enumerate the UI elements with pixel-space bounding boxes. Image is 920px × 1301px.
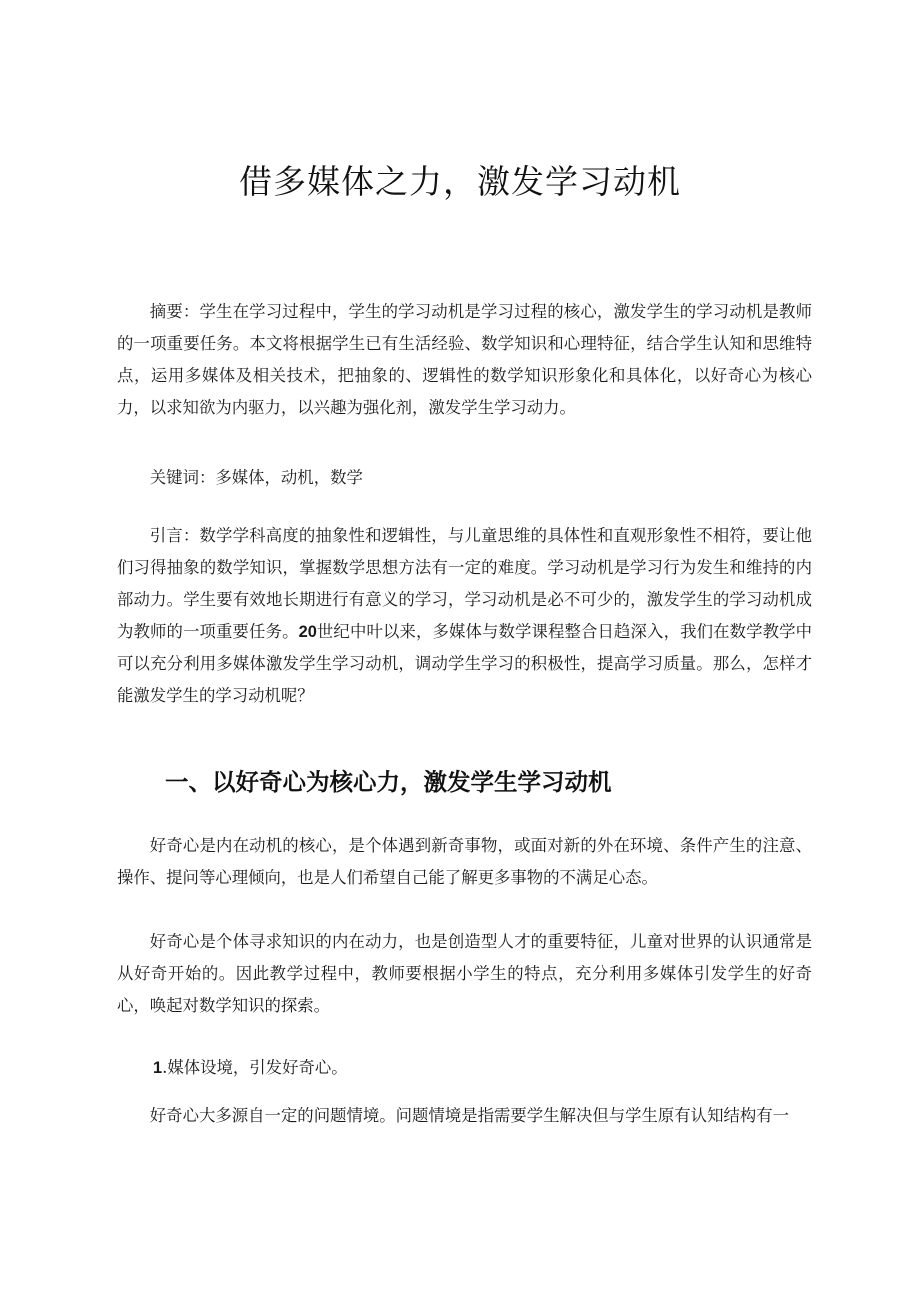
- subsection-label: .媒体设境，引发好奇心。: [162, 1058, 348, 1077]
- intro-paragraph: [117, 520, 812, 712]
- document-title: 借多媒体之力，激发学习动机: [239, 162, 681, 201]
- subsection-number: 1: [153, 1059, 163, 1077]
- subsection-heading-1: [153, 1052, 348, 1084]
- intro-century-number: 20: [298, 623, 317, 641]
- abstract-paragraph: 摘要：学生在学习过程中，学生的学习动机是学习过程的核心，激发学生的学习动机是教师的一项重要任务。本文将根据学生已有生活经验、数学知识和心理特征，结合学生认知和思维特点，运用多媒体及相关技术，把抽象的、逻辑性的数学知识形象化和具体化，以好奇心为核心力，以求知欲为内驱力，以兴趣为强化剂，激发学生学习动力。: [117, 302, 812, 417]
- keywords-line: 关键词：多媒体，动机，数学: [149, 468, 363, 487]
- section1-paragraph-2: 好奇心是个体寻求知识的内在动力，也是创造型人才的重要特征，儿童对世界的认识通常是从好奇开始的。因此教学过程中，教师要根据小学生的特点，充分利用多媒体引发学生的好奇心，唤起对数学知识的探索。: [117, 932, 812, 1015]
- intro-text-part1: 引言：数学学科高度的抽象性和逻辑性，与儿童思维的具体性和直观形象性不相符，要让他们习得抽象的数学知识，掌握数学思想方法有一定的难度。学习动机是学习行为发生和维持的内部动力。学生要有效地长期进行有意义的学习，学习动机是必不可少的，激发学生的学习动机成为教师的一项重要任务。: [117, 526, 812, 641]
- intro-text-part2: 世纪中叶以来，多媒体与数学课程整合日趋深入，我们在数学教学中可以充分利用多媒体激发学生学习动机，调动学生学习的积极性，提高学习质量。那么，怎样才能激发学生的学习动机呢？: [117, 622, 813, 705]
- section1-paragraph-1: 好奇心是内在动机的核心，是个体遇到新奇事物，或面对新的外在环境、条件产生的注意、操作、提问等心理倾向，也是人们希望自己能了解更多事物的不满足心态。: [117, 836, 812, 887]
- section1-paragraph-3: 好奇心大多源自一定的问题情境。问题情境是指需要学生解决但与学生原有认知结构有一: [149, 1106, 790, 1125]
- section-heading-1: 一、以好奇心为核心力，激发学生学习动机: [165, 768, 612, 796]
